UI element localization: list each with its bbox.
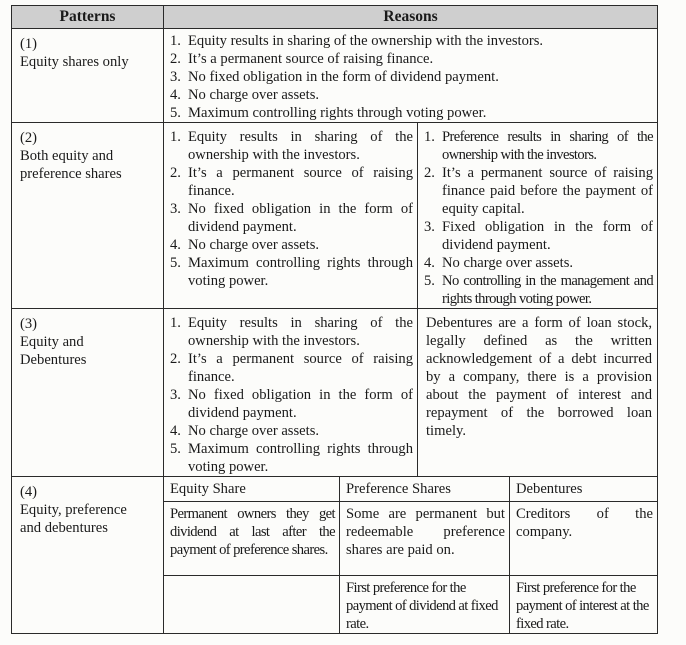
reasons-list [164, 29, 657, 122]
pattern-cell-2 [12, 123, 164, 309]
pattern-label: Equity, preference and debentures [20, 502, 127, 536]
list-item: 5. Maximum controlling rights through voting power. [170, 105, 487, 121]
preference-share-detail: Some are permanent but redeemable preference shares are paid on. [340, 502, 510, 576]
list-item: 5. Maximum controlling rights through voting power. [170, 441, 413, 475]
equity-reasons-list [164, 309, 417, 476]
debenture-detail-2: First preference for the payment of interest at the fixed rate. [510, 576, 658, 634]
list-item: 4. No charge over assets. [424, 255, 574, 271]
pattern-cell-4 [12, 477, 164, 634]
equity-share-detail-2 [164, 576, 340, 634]
subheader-debentures: Debentures [510, 477, 658, 502]
equity-share-detail: Permanent owners they get dividend at last after the payment of preference shares. [164, 502, 340, 576]
list-item: 2. It’s a permanent source of raising finance. [170, 165, 413, 199]
pattern-number: (3) [20, 316, 38, 332]
list-item: 2. It’s a permanent source of raising finance. [170, 351, 413, 385]
list-item: 3. Fixed obligation in the form of dividend payment. [424, 219, 654, 253]
list-item: 1. Equity results in sharing of the ownership with the investors. [170, 315, 413, 349]
subheader-equity-share: Equity Share [164, 477, 340, 502]
preference-reasons-cell-2 [418, 123, 658, 309]
equity-reasons-cell-2 [164, 123, 418, 309]
capital-structure-patterns-table [11, 5, 658, 634]
list-item: 1. Equity results in sharing of the ownership with the investors. [170, 129, 413, 163]
pattern-cell-1 [12, 29, 164, 123]
pattern-number: (4) [20, 484, 38, 500]
list-item: 3. No fixed obligation in the form of dividend payment. [170, 387, 413, 421]
equity-reasons-list [164, 123, 417, 290]
list-item: 3. No fixed obligation in the form of dividend payment. [170, 201, 413, 235]
list-item: 4. No charge over assets. [170, 87, 320, 103]
debenture-detail: Creditors of the company. [510, 502, 658, 576]
debentures-description: Debentures are a form of loan stock, legally defined as the written acknowledgement of a debt incurred by a company, there is a provision about the payment of interest and repayment of the borrowed loan timely. [418, 309, 658, 477]
pattern-number: (1) [20, 36, 38, 52]
header-reasons: Reasons [164, 6, 658, 29]
pattern-cell-3 [12, 309, 164, 477]
list-item: 2. It’s a permanent source of raising finance. [170, 51, 434, 67]
equity-reasons-cell-3 [164, 309, 418, 477]
pattern-label: Both equity and preference shares [20, 148, 122, 182]
list-item: 2. It’s a permanent source of raising finance paid before the payment of equity capital. [424, 165, 654, 217]
subheader-preference-shares: Preference Shares [340, 477, 510, 502]
pattern-label: Equity and Debentures [20, 334, 87, 368]
list-item: 4. No charge over assets. [170, 423, 320, 439]
list-item: 4. No charge over assets. [170, 237, 320, 253]
list-item: 5. No controlling in the management and rights through voting power. [424, 273, 654, 307]
preference-share-detail-2: First preference for the payment of dividend at fixed rate. [340, 576, 510, 634]
pattern-label: Equity shares only [20, 54, 129, 70]
list-item: 1. Preference results in sharing of the ownership with the investors. [424, 129, 654, 163]
list-item: 1. Equity results in sharing of the ownership with the investors. [170, 33, 544, 49]
header-patterns: Patterns [12, 6, 164, 29]
list-item: 3. No fixed obligation in the form of dividend payment. [170, 69, 499, 85]
preference-reasons-list [418, 123, 657, 308]
list-item: 5. Maximum controlling rights through voting power. [170, 255, 413, 289]
reasons-cell-1 [164, 29, 658, 123]
pattern-number: (2) [20, 130, 38, 146]
